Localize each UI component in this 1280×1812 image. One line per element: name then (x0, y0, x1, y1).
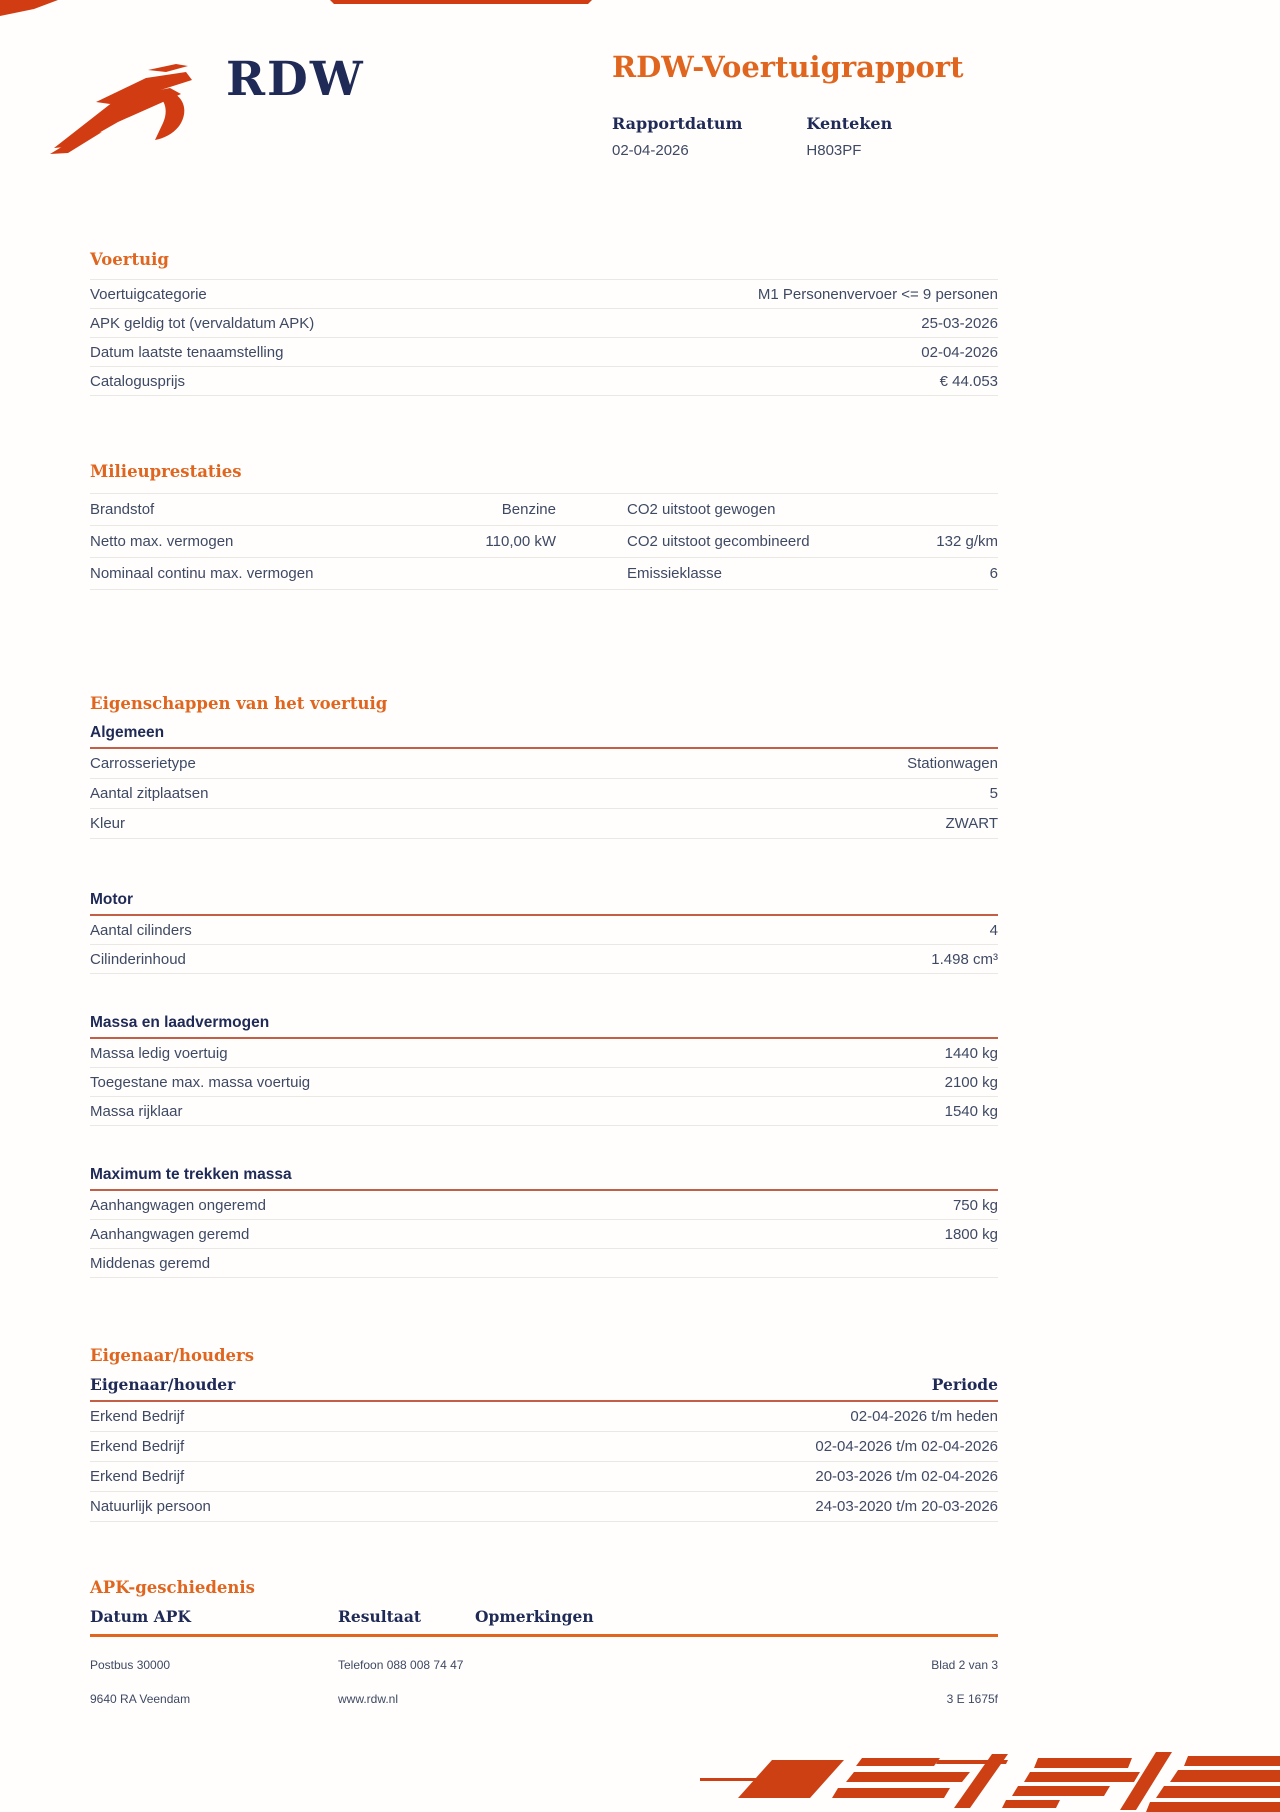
row-label: Toegestane max. massa voertuig (90, 1073, 311, 1091)
table-row (90, 809, 998, 839)
table-row (90, 1191, 998, 1220)
report-date-value: 02-04-2026 (612, 142, 689, 159)
row-label: Catalogusprijs (90, 372, 186, 390)
row-label: Nominaal continu max. vermogen (90, 565, 314, 582)
row-value: 6 (989, 565, 998, 582)
table-row (90, 280, 998, 309)
footer-line-2 (90, 1692, 998, 1706)
section-heading: Voertuig (90, 250, 169, 269)
row-value: 5 (989, 785, 998, 802)
report-meta (612, 114, 892, 159)
section-milieuprestaties (90, 462, 998, 590)
row-label: Aanhangwagen geremd (90, 1225, 250, 1243)
footer-form-code: 3 E 1675f (946, 1692, 998, 1706)
subsection-massa (90, 1014, 998, 1126)
row-label: Aantal zitplaatsen (90, 785, 209, 802)
table-row (90, 1249, 998, 1278)
report-date-block (612, 114, 742, 159)
owner-name: Erkend Bedrijf (90, 1438, 185, 1455)
subsection-title: Algemeen (90, 724, 998, 749)
owner-period: 20-03-2026 t/m 02-04-2026 (815, 1468, 998, 1485)
subsection-algemeen (90, 724, 998, 839)
table-row (90, 494, 998, 526)
bottom-stripes-decoration (640, 1750, 1280, 1812)
row-label: Middenas geremd (90, 1254, 211, 1272)
subsection-title: Massa en laadvermogen (90, 1014, 998, 1039)
table-row (90, 1220, 998, 1249)
rdw-logo (48, 50, 365, 160)
row-value: 25-03-2026 (921, 314, 998, 332)
row-value: 1540 kg (944, 1102, 998, 1120)
row-value: 1440 kg (944, 1044, 998, 1062)
subsection-title: Maximum te trekken massa (90, 1166, 998, 1191)
section-apk-geschiedenis (90, 1578, 998, 1637)
column-header-period: Periode (931, 1375, 998, 1394)
row-value: Stationwagen (907, 755, 998, 772)
row-value: 750 kg (952, 1196, 998, 1214)
plate-block (806, 114, 892, 159)
column-header-opmerkingen: Opmerkingen (475, 1607, 594, 1626)
section-eigenschappen (90, 694, 998, 713)
rdw-logo-text: RDW (226, 52, 365, 107)
row-value: 1.498 cm³ (931, 950, 998, 968)
row-label: Aanhangwagen ongeremd (90, 1196, 266, 1214)
table-row (90, 558, 998, 590)
subsection-title: Motor (90, 891, 998, 916)
section-heading: APK-geschiedenis (90, 1578, 255, 1597)
table-row (90, 367, 998, 396)
footer-line-1 (90, 1658, 998, 1672)
apk-table-header (90, 1607, 998, 1637)
table-row (90, 945, 998, 974)
owner-period: 02-04-2026 t/m 02-04-2026 (815, 1438, 998, 1455)
owner-period: 24-03-2020 t/m 20-03-2026 (815, 1498, 998, 1515)
row-value: 132 g/km (936, 533, 998, 550)
row-value: ZWART (945, 815, 998, 832)
table-row (90, 338, 998, 367)
table-row (90, 309, 998, 338)
footer-address-1: Postbus 30000 (90, 1658, 171, 1672)
section-voertuig (90, 250, 998, 396)
table-row (90, 526, 998, 558)
column-header-owner: Eigenaar/houder (90, 1375, 236, 1394)
column-header-datum-apk: Datum APK (90, 1607, 191, 1626)
footer-address-2: 9640 RA Veendam (90, 1692, 191, 1706)
owner-name: Erkend Bedrijf (90, 1468, 185, 1485)
row-value: 110,00 kW (485, 533, 556, 550)
owner-name: Erkend Bedrijf (90, 1408, 185, 1425)
row-label: Emissieklasse (627, 565, 723, 582)
table-row (90, 916, 998, 945)
table-row (90, 1432, 998, 1462)
owner-name: Natuurlijk persoon (90, 1498, 211, 1515)
owner-period: 02-04-2026 t/m heden (850, 1408, 998, 1425)
section-eigenaar-houders (90, 1346, 998, 1522)
footer-website: www.rdw.nl (338, 1692, 399, 1706)
page-title: RDW-Voertuigrapport (612, 50, 964, 84)
section-heading: Milieuprestaties (90, 462, 242, 481)
row-label: Datum laatste tenaamstelling (90, 343, 284, 361)
row-label: Voertuigcategorie (90, 285, 207, 303)
row-value: 1800 kg (944, 1225, 998, 1243)
table-row (90, 1492, 998, 1522)
row-label: CO2 uitstoot gecombineerd (627, 533, 810, 550)
row-value: 2100 kg (944, 1073, 998, 1091)
table-row (90, 1402, 998, 1432)
table-row (90, 1462, 998, 1492)
table-row (90, 779, 998, 809)
row-label: Netto max. vermogen (90, 533, 234, 550)
section-heading: Eigenschappen van het voertuig (90, 694, 388, 713)
table-row (90, 1039, 998, 1068)
row-label: Cilinderinhoud (90, 950, 186, 968)
plate-label: Kenteken (806, 114, 893, 133)
row-label: Massa rijklaar (90, 1102, 183, 1120)
row-label: CO2 uitstoot gewogen (627, 501, 776, 518)
top-stripe-decoration (0, 0, 640, 16)
row-label: APK geldig tot (vervaldatum APK) (90, 314, 315, 332)
subsection-motor (90, 891, 998, 974)
table-row (90, 1068, 998, 1097)
report-date-label: Rapportdatum (612, 114, 743, 133)
plate-value: H803PF (806, 142, 862, 159)
row-label: Carrosserietype (90, 755, 196, 772)
row-value: 4 (989, 921, 998, 939)
row-value: 02-04-2026 (921, 343, 998, 361)
row-label: Aantal cilinders (90, 921, 192, 939)
row-value: € 44.053 (939, 372, 998, 390)
row-label: Massa ledig voertuig (90, 1044, 228, 1062)
rdw-logo-wing-icon (48, 50, 198, 160)
table-row (90, 749, 998, 779)
column-header-resultaat: Resultaat (338, 1607, 422, 1626)
section-heading: Eigenaar/houders (90, 1346, 254, 1365)
row-label: Brandstof (90, 501, 155, 518)
row-value: M1 Personenvervoer <= 9 personen (757, 285, 998, 303)
subsection-trekken-massa (90, 1166, 998, 1278)
row-label: Kleur (90, 815, 126, 832)
footer-phone: Telefoon 088 008 74 47 (338, 1658, 464, 1672)
row-value: Benzine (501, 501, 556, 518)
footer-page-number: Blad 2 van 3 (931, 1658, 998, 1672)
owners-table-header (90, 1375, 998, 1402)
table-row (90, 1097, 998, 1126)
